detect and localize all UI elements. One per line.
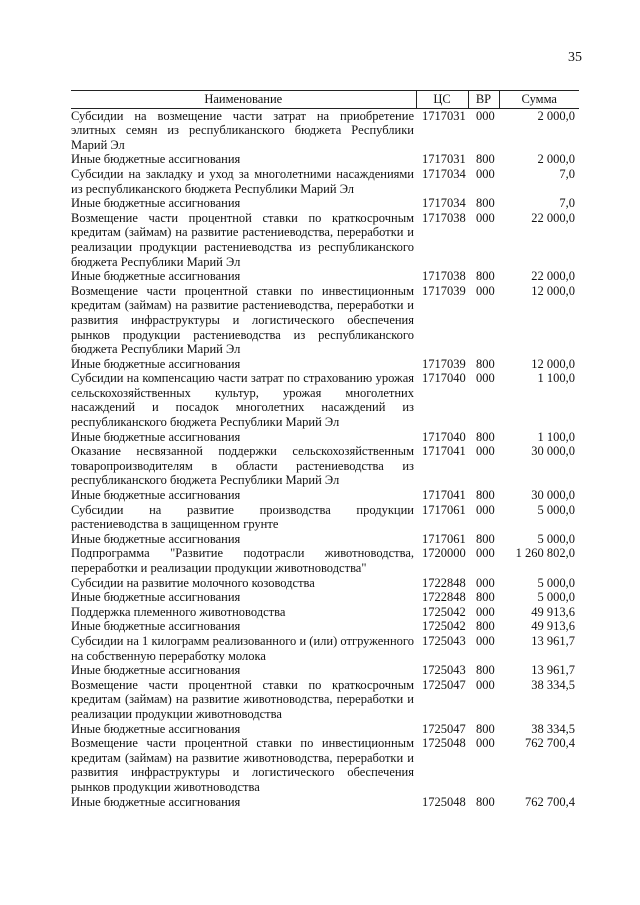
table-row (71, 634, 579, 663)
table-row (71, 663, 579, 678)
budget-table (71, 90, 579, 809)
row-sum: 7,0 (559, 196, 575, 211)
row-cs: 1717041 (422, 444, 466, 459)
table-row (71, 605, 579, 620)
header-row (71, 91, 579, 109)
row-cs: 1717031 (422, 152, 466, 167)
row-vr: 800 (476, 531, 495, 546)
row-name: Иные бюджетные ассигнования (71, 356, 241, 371)
row-sum: 1 260 802,0 (515, 546, 575, 561)
row-name: Иные бюджетные ассигнования (71, 152, 241, 167)
row-sum: 762 700,4 (525, 794, 575, 809)
row-cs: 1725047 (422, 677, 466, 692)
row-name: Иные бюджетные ассигнования (71, 196, 241, 211)
row-sum: 5 000,0 (537, 590, 575, 605)
row-name: Иные бюджетные ассигнования (71, 429, 241, 444)
row-name: Субсидии на развитие производства продукции растениеводства в защищенном грунте (71, 502, 414, 532)
row-vr: 800 (476, 356, 495, 371)
row-name: Субсидии на развитие молочного козоводства (71, 575, 315, 590)
table-row (71, 532, 579, 547)
table-row (71, 211, 579, 269)
row-sum: 2 000,0 (537, 152, 575, 167)
row-cs: 1725042 (422, 604, 466, 619)
table-header (71, 91, 579, 109)
row-cs: 1725048 (422, 736, 466, 751)
row-name: Подпрограмма "Развитие подотрасли животноводства, переработки и реализации продукции животноводства" (71, 546, 414, 575)
row-vr: 800 (476, 590, 495, 605)
row-cs: 1725047 (422, 721, 466, 736)
header-cs: ЦС (416, 91, 468, 109)
row-vr: 800 (476, 269, 495, 284)
table-row (71, 152, 579, 167)
row-sum: 13 961,7 (531, 663, 575, 678)
row-vr: 800 (476, 663, 495, 678)
row-vr: 800 (476, 794, 495, 809)
row-sum: 5 000,0 (537, 502, 575, 517)
row-vr: 800 (476, 721, 495, 736)
header-name: Наименование (71, 91, 416, 109)
row-cs: 1717031 (422, 108, 466, 123)
table-row (71, 576, 579, 591)
row-sum: 13 961,7 (531, 633, 575, 648)
table-row (71, 371, 579, 429)
table-row (71, 722, 579, 737)
row-name: Иные бюджетные ассигнования (71, 488, 241, 503)
row-vr: 000 (476, 604, 495, 619)
row-vr: 000 (476, 108, 495, 123)
row-sum: 49 913,6 (531, 619, 575, 634)
row-name: Иные бюджетные ассигнования (71, 531, 241, 546)
row-sum: 1 100,0 (537, 429, 575, 444)
row-vr: 800 (476, 488, 495, 503)
row-vr: 000 (476, 575, 495, 590)
row-sum: 30 000,0 (531, 488, 575, 503)
table-row (71, 795, 579, 810)
row-cs: 1717041 (422, 488, 466, 503)
header-sum: Сумма (499, 91, 579, 109)
row-name: Поддержка племенного животноводства (71, 604, 286, 619)
row-cs: 1717039 (422, 283, 466, 298)
row-name: Возмещение части процентной ставки по краткосрочным кредитам (займам) на развитие животноводства, переработки и реализации продукции животноводства (71, 677, 414, 721)
table-row (71, 269, 579, 284)
row-cs: 1717061 (422, 502, 466, 517)
row-sum: 49 913,6 (531, 604, 575, 619)
row-cs: 1717040 (422, 371, 466, 386)
row-cs: 1725048 (422, 794, 466, 809)
row-name: Возмещение части процентной ставки по инвестиционным кредитам (займам) на развитие растениеводства, переработки и развития инфраструктуры и логистического обеспечения рынков продукции растениеводства из республиканского бюджета Республики Марий Эл (71, 283, 414, 357)
row-vr: 800 (476, 429, 495, 444)
table-row (71, 736, 579, 794)
row-cs: 1717034 (422, 196, 466, 211)
table-row (71, 503, 579, 532)
row-vr: 000 (476, 166, 495, 181)
row-cs: 1717061 (422, 531, 466, 546)
row-cs: 1722848 (422, 575, 466, 590)
row-sum: 22 000,0 (531, 269, 575, 284)
row-vr: 000 (476, 502, 495, 517)
row-vr: 800 (476, 619, 495, 634)
table-row (71, 488, 579, 503)
row-cs: 1725043 (422, 663, 466, 678)
table-row (71, 590, 579, 605)
row-name: Иные бюджетные ассигнования (71, 663, 241, 678)
row-cs: 1717038 (422, 269, 466, 284)
row-name: Возмещение части процентной ставки по краткосрочным кредитам (займам) на развитие растениеводства, переработки и реализации продукции растениеводства из республиканского бюджета Республики Марий Эл (71, 210, 414, 269)
row-sum: 2 000,0 (537, 108, 575, 123)
row-name: Субсидии на закладку и уход за многолетними насаждениями из республиканского бюджета Республики Марий Эл (71, 166, 414, 196)
row-vr: 000 (476, 736, 495, 751)
row-sum: 12 000,0 (531, 356, 575, 371)
row-vr: 000 (476, 546, 495, 561)
row-name: Возмещение части процентной ставки по инвестиционным кредитам (займам) на развитие животноводства, переработки и развития инфраструктуры и логистического обеспечения рынков продукции животноводства (71, 736, 414, 794)
table-row (71, 357, 579, 372)
table-row (71, 430, 579, 445)
row-vr: 800 (476, 152, 495, 167)
row-sum: 12 000,0 (531, 283, 575, 298)
row-sum: 30 000,0 (531, 444, 575, 459)
row-name: Оказание несвязанной поддержки сельскохозяйственным товаропроизводителям в области растениеводства из республиканского бюджета Республики Марий Эл (71, 444, 414, 488)
table-row (71, 444, 579, 488)
row-cs: 1717034 (422, 166, 466, 181)
row-cs: 1720000 (422, 546, 466, 561)
header-vr: ВР (468, 91, 499, 109)
row-vr: 000 (476, 633, 495, 648)
page-number: 35 (568, 50, 582, 65)
table-row (71, 167, 579, 196)
table-row (71, 108, 579, 152)
row-cs: 1725042 (422, 619, 466, 634)
row-vr: 000 (476, 283, 495, 298)
row-sum: 7,0 (559, 166, 575, 181)
row-cs: 1717039 (422, 356, 466, 371)
table-body (71, 108, 579, 809)
row-sum: 5 000,0 (537, 531, 575, 546)
table-row (71, 284, 579, 357)
row-sum: 1 100,0 (537, 371, 575, 386)
row-name: Иные бюджетные ассигнования (71, 619, 241, 634)
row-sum: 5 000,0 (537, 575, 575, 590)
table-row (71, 619, 579, 634)
table-row (71, 196, 579, 211)
row-name: Иные бюджетные ассигнования (71, 794, 241, 809)
row-cs: 1722848 (422, 590, 466, 605)
row-name: Субсидии на компенсацию части затрат по страхованию урожая сельскохозяйственных культур, урожая многолетних насаждений и посадок многолетних насаждений из республиканского бюджета Республики Марий Эл (71, 371, 414, 430)
table-row (71, 546, 579, 575)
row-cs: 1717038 (422, 210, 466, 225)
row-cs: 1717040 (422, 429, 466, 444)
row-sum: 38 334,5 (531, 721, 575, 736)
row-name: Субсидии на 1 килограмм реализованного и (или) отгруженного на собственную переработку молока (71, 633, 414, 663)
row-vr: 000 (476, 444, 495, 459)
row-sum: 38 334,5 (531, 677, 575, 692)
row-sum: 22 000,0 (531, 210, 575, 225)
row-vr: 800 (476, 196, 495, 211)
table-row (71, 678, 579, 722)
row-vr: 000 (476, 371, 495, 386)
row-name: Иные бюджетные ассигнования (71, 721, 241, 736)
row-sum: 762 700,4 (525, 736, 575, 751)
row-vr: 000 (476, 677, 495, 692)
row-vr: 000 (476, 210, 495, 225)
row-name: Иные бюджетные ассигнования (71, 269, 241, 284)
row-name: Иные бюджетные ассигнования (71, 590, 241, 605)
row-name: Субсидии на возмещение части затрат на приобретение элитных семян из республиканского бюджета Республики Марий Эл (71, 108, 414, 152)
row-cs: 1725043 (422, 633, 466, 648)
